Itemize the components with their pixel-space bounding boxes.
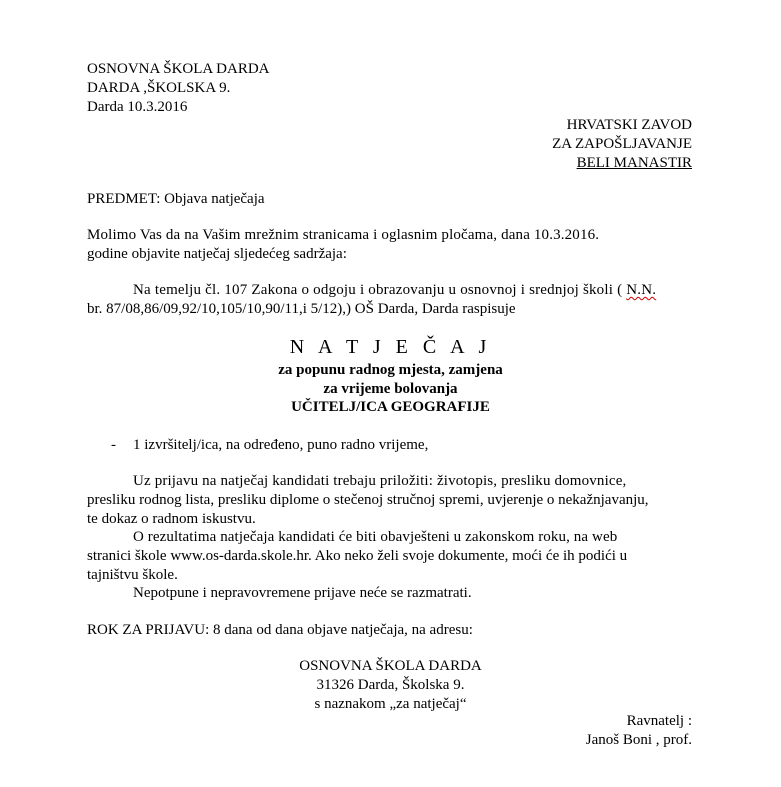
body-p3: Nepotpune i nepravovremene prijave neće se razmatrati. — [133, 585, 472, 601]
body-p1-line-3: te dokaz o radnom iskustvu. — [87, 511, 256, 527]
request-line-2: godine objavite natječaj sljedećeg sadržaja: — [87, 246, 347, 262]
signature-name: Janoš Boni , prof. — [585, 732, 692, 748]
deadline-line: ROK ZA PRIJAVU: 8 dana od dana objave natječaja, na adresu: — [87, 622, 473, 638]
legal-nn: N.N. — [626, 282, 657, 298]
bullet-dash: - — [111, 437, 116, 453]
legal-line-1 — [133, 281, 656, 300]
legal-line-2: br. 87/08,86/09,92/10,105/10,90/11,i 5/12),) OŠ Darda, Darda raspisuje — [87, 301, 516, 317]
recipient-line-1: HRVATSKI ZAVOD — [566, 117, 692, 133]
body-p1-line-1: Uz prijavu na natječaj kandidati trebaju priložiti: životopis, presliku domovnice, — [133, 473, 627, 489]
request-line-1: Molimo Vas da na Vašim mrežnim stranicama i oglasnim pločama, dana 10.3.2016. — [87, 227, 600, 243]
legal-line-1-text: Na temelju čl. 107 Zakona o odgoju i obrazovanju u osnovnoj i srednjoj školi ( — [133, 282, 627, 298]
body-p1-line-2: presliku rodnog lista, presliku diplome o stečenoj stručnoj spremi, uvjerenje o nekažnjavanju, — [87, 492, 649, 508]
address-line-3: s naznakom „za natječaj“ — [314, 696, 467, 712]
body-p2-line-3: tajništvu škole. — [87, 567, 178, 583]
address-line-2: 31326 Darda, Školska 9. — [316, 677, 465, 693]
competition-subtitle-1: za popunu radnog mjesta, zamjena — [278, 362, 503, 378]
sender-address: DARDA ,ŠKOLSKA 9. — [87, 80, 231, 96]
subject-line: PREDMET: Objava natječaja — [87, 191, 265, 207]
bullet-text: 1 izvršitelj/ica, na određeno, puno radno vrijeme, — [133, 437, 429, 453]
sender-date: Darda 10.3.2016 — [87, 99, 188, 115]
sender-school: OSNOVNA ŠKOLA DARDA — [87, 61, 270, 77]
recipient-line-2: ZA ZAPOŠLJAVANJE — [552, 136, 692, 152]
recipient-line-3: BELI MANASTIR — [576, 155, 692, 171]
competition-position: UČITELJ/ICA GEOGRAFIJE — [291, 399, 490, 415]
signature-role: Ravnatelj : — [626, 713, 692, 729]
competition-title: N A T J E Č A J — [289, 336, 492, 358]
address-line-1: OSNOVNA ŠKOLA DARDA — [299, 658, 482, 674]
body-p2-line-1: O rezultatima natječaja kandidati će biti obavješteni u zakonskom roku, na web — [133, 529, 618, 545]
body-p2-line-2: stranici škole www.os-darda.skole.hr. Ako neko želi svoje dokumente, moći će ih podići u — [87, 548, 628, 564]
competition-subtitle-2: za vrijeme bolovanja — [323, 381, 458, 397]
